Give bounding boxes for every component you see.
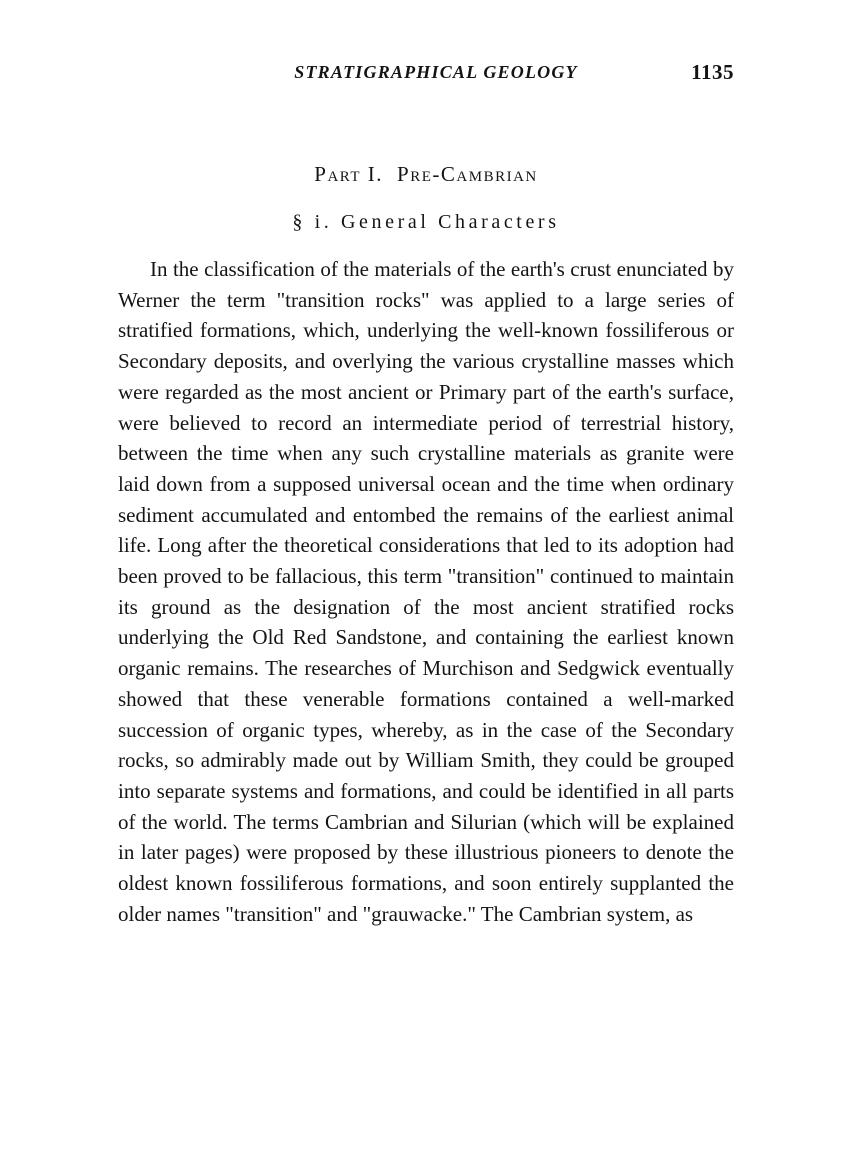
part-label: Part I.: [314, 162, 384, 186]
running-title: STRATIGRAPHICAL GEOLOGY: [294, 62, 578, 82]
body-text: [118, 254, 734, 929]
body-paragraph: In the classification of the materials of the earth's crust enunciated by Werner the term "transition rocks" was applied to a large series of stratified formations, which, underlying the well-known fossiliferous or Secondary deposits, and overlying the various crystalline masses which were regarded as the most ancient or Primary part of the earth's surface, were believed to record an intermediate period of terrestrial history, between the time when any such crystalline materials as granite were laid down from a supposed universal ocean and the time when ordinary sediment accumulated and entombed the remains of the earliest animal life. Long after the theoretical considerations that led to its adoption had been proved to be fallacious, this term "transition" continued to maintain its ground as the designation of the most ancient stratified rocks underlying the Old Red Sandstone, and containing the earliest known organic remains. The researches of Murchison and Sedgwick eventually showed that these venerable formations contained a well-marked succession of organic types, whereby, as in the case of the Secondary rocks, so admirably made out by William Smith, they could be grouped into separate systems and formations, and could be identified in all parts of the world. The terms Cambrian and Silurian (which will be explained in later pages) were proposed by these illustrious pioneers to denote the oldest known fossiliferous formations, and soon entirely supplanted the older names "transition" and "grauwacke." The Cambrian system, as: [118, 257, 734, 926]
page-number: 1135: [691, 60, 734, 84]
running-head: [118, 62, 734, 90]
part-heading: [118, 162, 734, 187]
section-heading: § i. General Characters: [292, 211, 560, 233]
part-title: Pre-Cambrian: [397, 162, 538, 186]
